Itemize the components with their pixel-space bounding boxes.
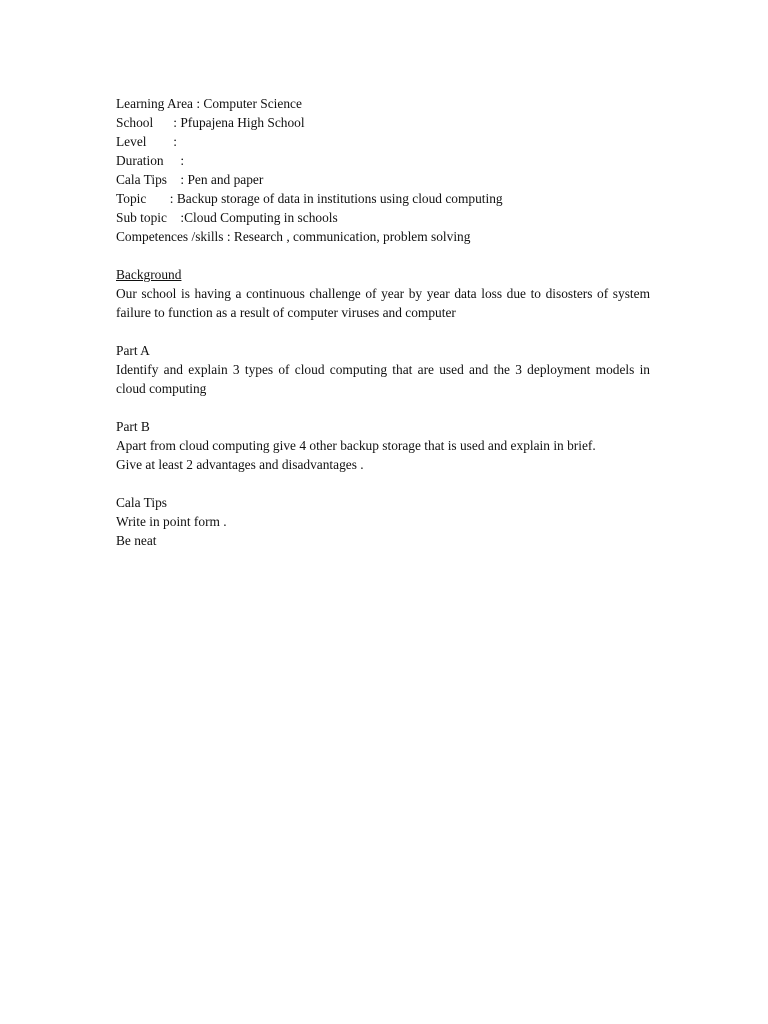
meta-separator: :	[146, 191, 177, 206]
part-a-section	[116, 341, 650, 398]
part-a-heading: Part A	[116, 343, 150, 358]
meta-school	[116, 113, 650, 132]
spacer	[116, 474, 650, 493]
meta-value: Research , communication, problem solving	[233, 229, 471, 244]
meta-separator: :	[223, 229, 234, 244]
cala-tips-section	[116, 493, 650, 550]
spacer	[116, 322, 650, 341]
meta-label: Level	[116, 134, 147, 149]
background-text: Our school is having a continuous challenge of year by year data loss due to disosters of system failure to function as a result of computer viruses and computer	[116, 286, 650, 320]
meta-learning-area	[116, 94, 650, 113]
part-b-heading: Part B	[116, 419, 150, 434]
meta-label: Sub topic	[116, 210, 167, 225]
meta-value: Backup storage of data in institutions using cloud computing	[176, 191, 503, 206]
part-b-section	[116, 417, 650, 474]
meta-value: Computer Science	[203, 96, 302, 111]
spacer	[116, 398, 650, 417]
spacer	[116, 246, 650, 265]
part-a-text: Identify and explain 3 types of cloud computing that are used and the 3 deployment models in cloud computing	[116, 362, 650, 396]
meta-label: Topic	[116, 191, 147, 206]
part-b-text-line-1: Apart from cloud computing give 4 other backup storage that is used and explain in brief.	[116, 438, 596, 453]
meta-topic	[116, 189, 650, 208]
part-b-text-line-2: Give at least 2 advantages and disadvantages .	[116, 457, 364, 472]
meta-value: Cloud Computing in schools	[184, 210, 338, 225]
cala-tip-item: Write in point form .	[116, 514, 227, 529]
meta-sub-topic	[116, 208, 650, 227]
cala-tips-heading: Cala Tips	[116, 495, 167, 510]
background-section	[116, 265, 650, 322]
meta-label: School	[116, 115, 154, 130]
meta-label: Learning Area	[116, 96, 193, 111]
meta-separator: :	[163, 153, 185, 168]
background-heading: Background	[116, 267, 182, 282]
meta-separator: :	[166, 210, 185, 225]
meta-competences	[116, 227, 650, 246]
meta-separator: :	[153, 115, 181, 130]
cala-tip-item: Be neat	[116, 533, 157, 548]
meta-separator: :	[166, 172, 188, 187]
meta-value: Pen and paper	[187, 172, 264, 187]
meta-level	[116, 132, 650, 151]
meta-cala-tips	[116, 170, 650, 189]
header-details	[116, 94, 650, 246]
meta-label: Competences /skills	[116, 229, 224, 244]
meta-value: Pfupajena High School	[180, 115, 305, 130]
meta-separator: :	[146, 134, 177, 149]
meta-label: Duration	[116, 153, 164, 168]
meta-duration	[116, 151, 650, 170]
meta-label: Cala Tips	[116, 172, 167, 187]
document-page	[116, 94, 650, 550]
meta-separator: :	[192, 96, 204, 111]
